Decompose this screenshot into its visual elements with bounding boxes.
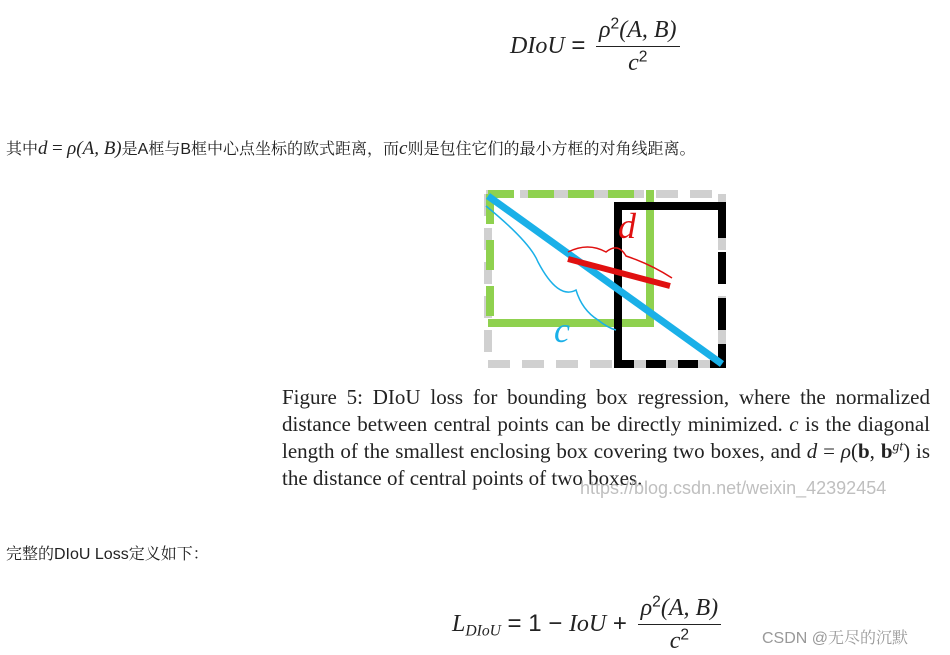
label-c: c — [554, 310, 570, 350]
formula-equals: = — [571, 31, 586, 59]
diou-formula — [510, 16, 684, 77]
diou-figure — [478, 182, 738, 377]
caption-line1: Figure 5: DIoU loss for bounding box regression, where the normalized distance between central points can be directly minimized. — [282, 385, 930, 436]
blog-watermark: https://blog.csdn.net/weixin_42392454 — [580, 478, 887, 498]
figure-caption: Figure 5: DIoU loss for bounding box regression, where the normalized distance between central points can be directly minimized. c is the diagonal length of the smallest enclosing box covering two boxes, and d = ρ(b, $b^{gt}$) is the distance of central points of two boxes. — [282, 385, 931, 490]
formula-lhs: DIoU — [510, 32, 565, 59]
full-definition-label: 完整的DIoU Loss定义如下： — [6, 546, 209, 563]
c-symbol: c — [628, 50, 639, 76]
diagonal-c — [488, 196, 722, 364]
csdn-watermark: CSDN @无尽的沉默 — [762, 630, 909, 647]
loss-fraction: $\frac{\rho^2(A, B)}{c^2}$ — [638, 594, 722, 655]
rho-args: (A, B) — [619, 17, 677, 43]
diou-loss-formula: $L_{DIoU} = 1$ − IoU + $\frac{\rho^2(A, B)}{c^2}$ — [452, 594, 725, 655]
rho-symbol: ρ — [599, 17, 611, 43]
label-d: d — [618, 206, 636, 246]
description-paragraph: 其中d = ρ(A, B)是A框与B框中心点坐标的欧式距离，而c则是包住它们的最小方框的对角线距离。 — [6, 138, 696, 159]
formula-fraction: $\frac{\rho^2(A, B)}{c^2}$ — [596, 16, 680, 77]
